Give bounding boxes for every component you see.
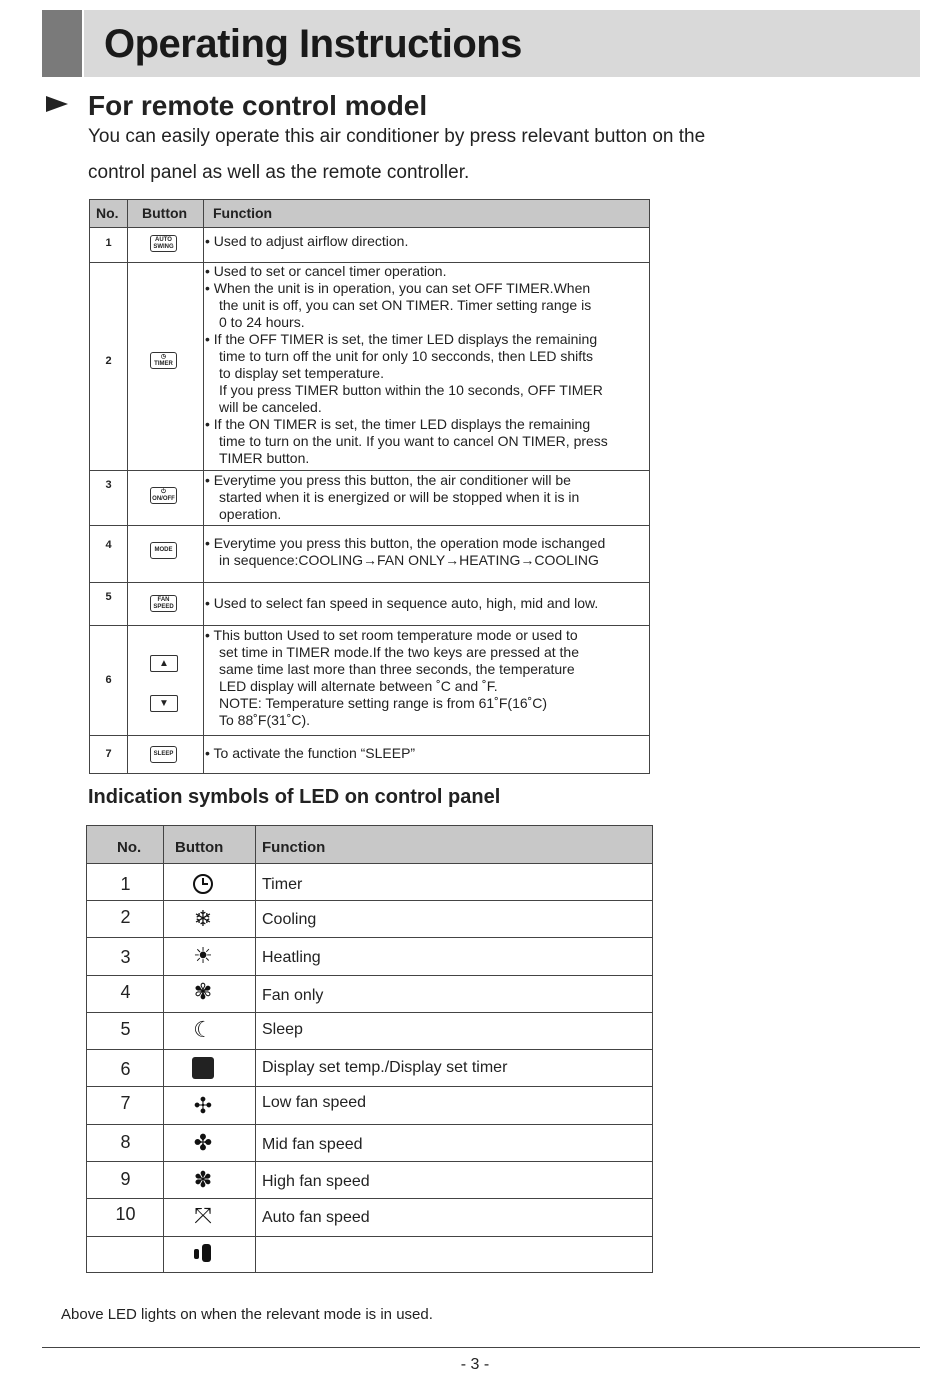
row-function: • Everytime you press this button, the operation mode ischanged in sequence:COOLING→FAN ONLY→HEATING→COOLING bbox=[205, 535, 606, 568]
mode-button-icon: MODE bbox=[150, 542, 177, 559]
header-button: Button bbox=[175, 839, 224, 856]
row-number: 8 bbox=[120, 1132, 131, 1152]
row-function: • Used to set or cancel timer operation. • When the unit is in operation, you can set OFF TIMER.When the unit is off, you can set ON TIMER. Timer setting range is 0 to 24 hours. • If the OFF TIMER is set, the timer LED displays the remaining time to turn off the unit for only 10 secconds, then LED shifts to display set temperature. If you press TIMER button within the 10 seconds, OFF TIMER will be canceled. • If the ON TIMER is set, the timer LED displays the remaining time to turn on the unit. If you want to cancel ON TIMER, press TIMER button. bbox=[205, 263, 608, 466]
intro-line-1: You can easily operate this air conditioner by press relevant button on the bbox=[88, 126, 706, 147]
row-function: Timer bbox=[262, 876, 303, 893]
footer-note: Above LED lights on when the relevant mode is in used. bbox=[61, 1306, 433, 1323]
fan-icon: ✾ bbox=[193, 979, 213, 1004]
row-number: 3 bbox=[105, 479, 112, 491]
header-function: Function bbox=[213, 205, 273, 221]
square-icon bbox=[190, 1055, 216, 1081]
row-function: Low fan speed bbox=[262, 1094, 367, 1111]
row-number: 6 bbox=[105, 674, 112, 686]
header-no: No. bbox=[117, 839, 142, 856]
row-number: 10 bbox=[115, 1204, 136, 1224]
row-function: • Used to adjust airflow direction. bbox=[205, 233, 409, 249]
row-number: 5 bbox=[105, 591, 112, 603]
moon-icon: ☾ bbox=[193, 1017, 213, 1042]
led-symbol-table bbox=[86, 825, 653, 1273]
row-number: 2 bbox=[105, 355, 112, 367]
header-function: Function bbox=[262, 839, 326, 856]
section-arrow-icon bbox=[46, 96, 68, 112]
on-off-button-icon: ⏻ ON/OFF bbox=[150, 487, 177, 504]
auto-fan-icon: ⤧ bbox=[194, 1203, 212, 1228]
row-number: 6 bbox=[120, 1059, 131, 1079]
table-header bbox=[87, 826, 652, 864]
temp-up-button-icon: ▲ bbox=[150, 655, 178, 672]
header-button: Button bbox=[142, 205, 188, 221]
row-function: • Everytime you press this button, the air conditioner will be started when it is energized or will be stopped when it is in operation. bbox=[205, 472, 580, 522]
footer-divider bbox=[42, 1347, 920, 1348]
snowflake-icon: ❄ bbox=[193, 906, 213, 931]
row-function: Auto fan speed bbox=[262, 1209, 370, 1226]
row-number: 3 bbox=[120, 947, 131, 967]
row-number: 4 bbox=[120, 982, 131, 1002]
row-number: 7 bbox=[105, 748, 112, 760]
row-function: Fan only bbox=[262, 987, 324, 1004]
row-function: • This button Used to set room temperature mode or used to set time in TIMER mode.If the two keys are pressed at the same time last more than three seconds, the temperature LED display will alternate between ˚C and ˚F. NOTE: Temperature setting range is from 61˚F(16˚C) To 88˚F(31˚C). bbox=[205, 627, 580, 728]
row-number: 5 bbox=[120, 1019, 131, 1039]
header-block bbox=[42, 10, 82, 77]
sun-icon: ☀ bbox=[193, 943, 213, 968]
low-fan-icon: ✣ bbox=[193, 1093, 213, 1118]
row-function: High fan speed bbox=[262, 1173, 370, 1190]
remote-button-table bbox=[89, 199, 650, 774]
row-number: 1 bbox=[120, 874, 131, 894]
row-function: Sleep bbox=[262, 1021, 303, 1038]
intro-line-2: control panel as well as the remote controller. bbox=[88, 162, 470, 183]
row-function: Heatling bbox=[262, 949, 321, 966]
page-number: - 3 - bbox=[460, 1356, 490, 1373]
row-function: Cooling bbox=[262, 911, 317, 928]
row-number: 9 bbox=[120, 1169, 131, 1189]
led-section-title: Indication symbols of LED on control panel bbox=[88, 786, 501, 808]
header-no: No. bbox=[96, 205, 119, 221]
row-function: Mid fan speed bbox=[262, 1136, 363, 1153]
timer-icon bbox=[190, 871, 216, 897]
swing-icon bbox=[190, 1240, 216, 1266]
timer-button-icon: ◷ TIMER bbox=[150, 352, 177, 369]
row-number: 7 bbox=[120, 1093, 131, 1113]
row-function: Display set temp./Display set timer bbox=[262, 1059, 508, 1076]
temp-down-button-icon: ▼ bbox=[150, 695, 178, 712]
row-number: 4 bbox=[105, 539, 112, 551]
row-function: • Used to select fan speed in sequence auto, high, mid and low. bbox=[205, 595, 599, 611]
row-function: • To activate the function “SLEEP” bbox=[205, 745, 416, 761]
page-title: Operating Instructions bbox=[104, 22, 522, 66]
row-number: 2 bbox=[120, 907, 131, 927]
high-fan-icon: ✽ bbox=[193, 1167, 213, 1192]
sleep-button-icon: SLEEP bbox=[150, 746, 177, 763]
auto-swing-button-icon: AUTO SWING bbox=[150, 235, 177, 252]
fan-speed-button-icon: FAN SPEED bbox=[150, 595, 177, 612]
mid-fan-icon: ✤ bbox=[193, 1130, 213, 1155]
section-title: For remote control model bbox=[88, 90, 428, 121]
row-number: 1 bbox=[105, 237, 112, 249]
